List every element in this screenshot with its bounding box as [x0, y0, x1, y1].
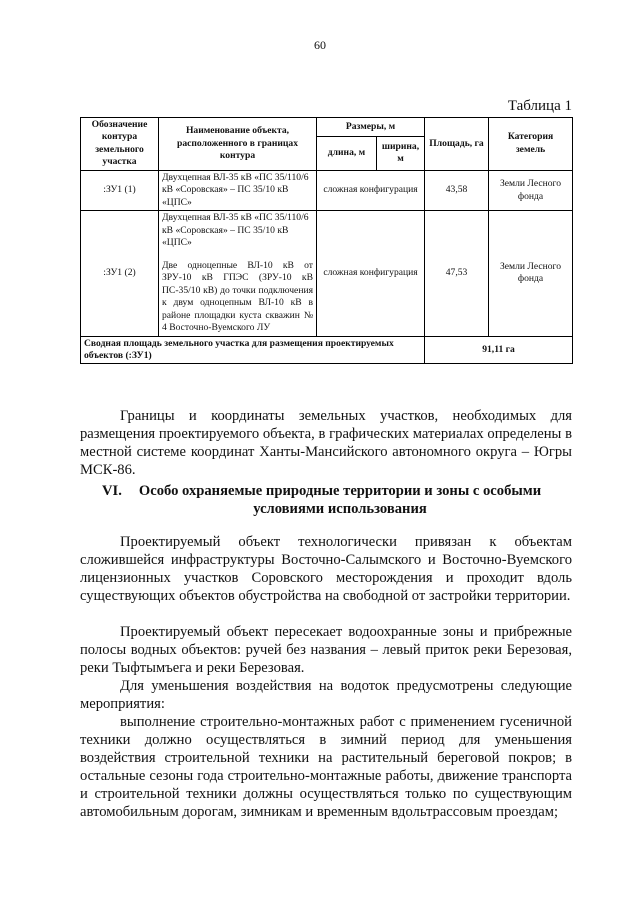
table-summary-row	[81, 336, 573, 364]
header-contour: Обозначение контура земельного участка	[81, 118, 159, 171]
paragraph-boundaries: Границы и координаты земельных участков, необходимых для размещения проектируемого объекта, в графических материалах определены в местной системе координат Ханты-Мансийского автономного округа – Югры МСК-86.	[80, 408, 572, 478]
land-plot-table	[80, 117, 573, 364]
header-length: длина, м	[317, 136, 377, 170]
row-area: 43,58	[425, 170, 489, 210]
table-header-row	[81, 118, 573, 137]
table-row	[81, 211, 573, 336]
paragraph-water-zones: Проектируемый объект пересекает водоохранные зоны и прибрежные полосы водных объектов: ручей без названия – левый приток реки Березовая, реки Тыфтымъега и реки Березовая.	[80, 624, 572, 676]
row-dimensions: сложная конфигурация	[317, 211, 425, 336]
row-category: Земли Лесного фонда	[489, 211, 573, 336]
object-paragraph: Двухцепная ВЛ-35 кВ «ПС 35/110/6 кВ «Соровская» – ПС 35/10 кВ «ЦПС»	[162, 212, 309, 249]
row-area: 47,53	[425, 211, 489, 336]
paragraph-measures: выполнение строительно-монтажных работ с применением гусеничной техники должно осуществляться в зимний период для уменьшения воздействия строительной техники на растительный береговой покров; в остальные сезоны года строительно-монтажные работы, движение транспорта и строительной техники должны осуществляться только по существующим автомобильным дорогам, зимникам и временным вдольтрассовым проездам;	[80, 714, 572, 820]
row-contour: :ЗУ1 (2)	[81, 211, 159, 336]
summary-label: Сводная площадь земельного участка для размещения проектируемых объектов (:ЗУ1)	[81, 336, 425, 364]
paragraph-object: Проектируемый объект технологически привязан к объектам сложившейся инфраструктуры Восточно-Салымского и Восточно-Вуемского лицензионных участков Соровского месторождения и проходит вдоль существующих объектов обустройства на свободной от застройки территории.	[80, 534, 572, 604]
row-category: Земли Лесного фонда	[489, 170, 573, 210]
section-heading	[80, 482, 572, 518]
row-dimensions: сложная конфигурация	[317, 170, 425, 210]
header-width: ширина, м	[377, 136, 425, 170]
section-number: VI.	[102, 483, 122, 499]
table-caption: Таблица 1	[507, 98, 572, 114]
header-area: Площадь, га	[425, 118, 489, 171]
header-object-name: Наименование объекта, расположенного в границах контура	[159, 118, 317, 171]
section-title: Особо охраняемые природные территории и зоны с особыми условиями использования	[138, 483, 542, 517]
row-object-name	[159, 170, 317, 210]
header-category: Категория земель	[489, 118, 573, 171]
header-dimensions: Размеры, м	[317, 118, 425, 137]
table-row	[81, 170, 573, 210]
summary-value: 91,11 га	[425, 336, 573, 364]
object-paragraph: Двухцепная ВЛ-35 кВ «ПС 35/110/6 кВ «Соровская» – ПС 35/10 кВ «ЦПС»	[162, 171, 309, 208]
paragraph-measures-intro: Для уменьшения воздействия на водоток предусмотрены следующие мероприятия:	[80, 678, 572, 712]
row-object-name	[159, 211, 317, 336]
page-number: 60	[314, 38, 326, 52]
row-contour: :ЗУ1 (1)	[81, 170, 159, 210]
object-paragraph: Две одноцепные ВЛ-10 кВ от ЗРУ-10 кВ ГПЭС (ЗРУ-10 кВ ПС-35/10 кВ) до точки подключения к двум одноцепным ВЛ-10 кВ в районе площадки куста скважин № 4 Восточно-Вуемского ЛУ	[162, 259, 313, 334]
